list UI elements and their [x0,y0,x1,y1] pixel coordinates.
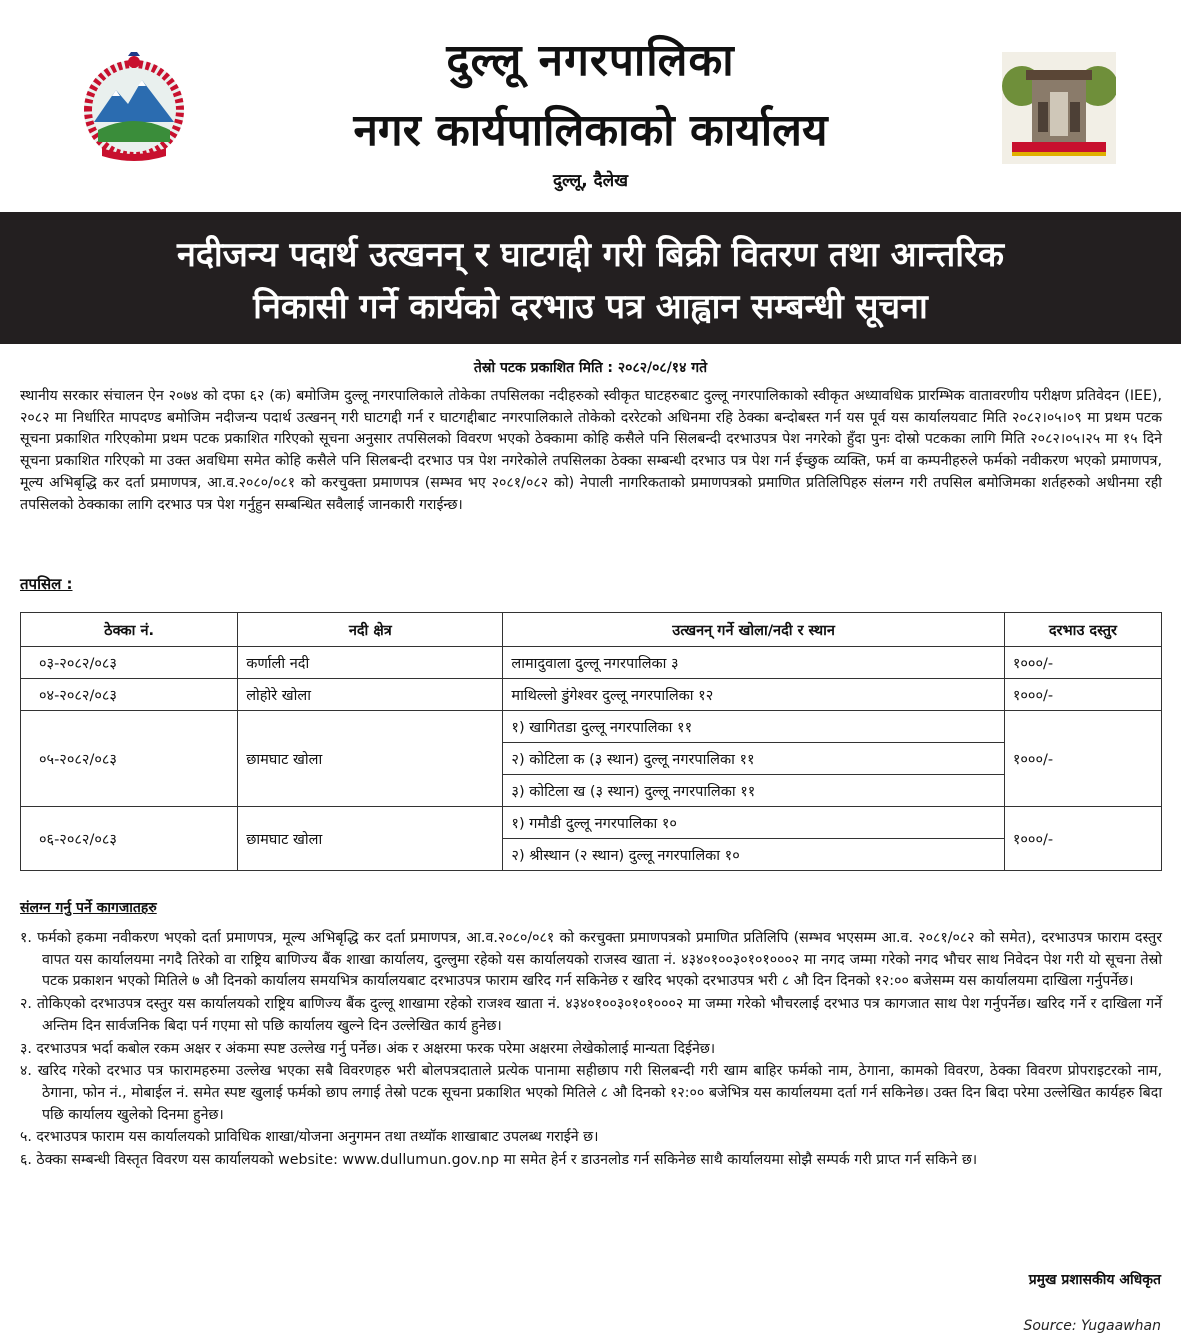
excavation-place: २) कोटिला क (३ स्थान) दुल्लू नगरपालिका ११ [503,743,1004,775]
government-emblem-icon [72,52,196,164]
requirements-list [20,928,1162,1173]
river-area: छामघाट खोला [238,711,503,807]
office-address: दुल्लू, दैलेख [552,171,629,191]
publication-date: तेस्रो पटक प्रकाशित मिति : २०८२/०८/१४ गते [473,360,708,376]
signer-title: प्रमुख प्रशासकीय अधिकृत [1028,1272,1161,1288]
source-credit: Source: Yugaawhan [1023,1318,1161,1334]
schedule-label: तपसिल : [20,575,73,593]
notice-title-line-1: नदीजन्य पदार्थ उत्खनन् र घाटगद्दी गरी बिक्री वितरण तथा आन्तरिक [176,235,1005,275]
contract-no: ०३-२०८२/०८३ [21,647,238,679]
river-area: लोहोरे खोला [238,679,503,711]
table-header-row [21,613,1162,647]
column-header-excavation-place: उत्खनन् गर्ने खोला/नदी र स्थान [503,613,1004,647]
intro-paragraph: स्थानीय सरकार संचालन ऐन २०७४ को दफा ६२ (क) बमोजिम दुल्लू नगरपालिकाले तोकेका तपसिलका नदीहरुको स्वीकृत घाटहरुबाट दुल्लू नगरपालिकाको स्वीकृत अध्यावधिक प्रारम्भिक वातावरणीय परीक्षण प्रतिवेदन (IEE), २०८२ मा निर्धारित मापदण्ड बमोजिम नदीजन्य पदार्थ उत्खनन् गरी घाटगद्दी गर्न र घाटगद्दीबाट नगरपालिकाले तोकेको दररेटको अधिनमा रहि ठेक्का बन्दोबस्त गर्न यस पूर्व यस कार्यालयवाट मिति २०८२।०५।०९ मा प्रथम पटक सूचना प्रकाशित गरिएकोमा प्रथम पटक प्रकाशित गरिएको सूचना अनुसार तपसिलको विवरण भएको ठेक्कामा कोहि कसैले पनि सिलबन्दी दरभाउपत्र पेश नगरेको हुँदा पुनः दोस्रो पटकका लागि मिति २०८२।०५।२५ मा १५ दिने सूचना प्रकाशित गरिएको मा उक्त अवधिमा समेत कोहि कसैले पनि सिलबन्दी दरभाउ पत्र पेश नगरेकोले तपसिलका ठेक्का सम्बन्धी दरभाउ पत्र पेश गर्न ईच्छुक व्यक्ति, फर्म वा कम्पनीहरुले फर्मको नवीकरण भएको प्रमाणपत्र, मूल्य अभिबृद्धि कर दर्ता प्रमाणपत्र, आ.व.२०८०/०८१ को करचुक्ता प्रमाणपत्र (सम्भव भए २०८१/०८२ को) नेपाली नागरिकताको प्रमाणपत्रको प्रमाणित प्रतिलिपिहरु संलग्न गरी तपसिल बमोजिमका शर्तहरुको अधीनमा रही तपसिलको ठेक्काका लागि दरभाउ पत्र पेश गर्नुहुन सम्बन्धित सवैलाई जानकारी गराईन्छ। [20,388,1162,513]
office-name: दुल्लू नगरपालिका [446,35,735,86]
contract-no: ०५-२०८२/०८३ [21,711,238,807]
requirement-item: २. तोकिएको दरभाउपत्र दस्तुर यस कार्यालयको राष्ट्रिय बाणिज्य बैंक दुल्लू शाखामा रहेको राजश्व खाता नं. ४३४०१००३०१०१०००२ मा जम्मा गरेको भौचरलाई दरभाउ पत्र कागजात साथ पेश गर्नुपर्नेछ। खरिद गर्ने र दाखिला गर्ने अन्तिम दिन सार्वजनिक बिदा पर्न गएमा सो पछि कार्यालय खुल्ने दिन उल्लेखित कार्य हुनेछ। [20,996,1162,1034]
notice-title-bar [0,212,1181,344]
table-row [21,711,1162,743]
excavation-place: २) श्रीस्थान (२ स्थान) दुल्लू नगरपालिका १० [503,839,1004,871]
table-row [21,679,1162,711]
excavation-place: १) गमौडी दुल्लू नगरपालिका १० [503,807,1004,839]
column-header-fee: दरभाउ दस्तुर [1004,613,1161,647]
temple-photo-icon [1002,52,1116,164]
river-area: कर्णाली नदी [238,647,503,679]
table-row [21,647,1162,679]
notice-header [0,0,1181,212]
fee: १०००/- [1004,647,1161,679]
river-area: छामघाट खोला [238,807,503,871]
attachments-label: संलग्न गर्नु पर्ने कागजातहरु [20,900,157,916]
requirement-item: १. फर्मको हकमा नवीकरण भएको दर्ता प्रमाणपत्र, मूल्य अभिबृद्धि कर दर्ता प्रमाणपत्र, आ.व.२०८०/०८१ को करचुक्ता प्रमाणपत्रको प्रमाणित प्रतिलिपि (सम्भव भएसम्म आ.व. २०८१/०८२ को समेत), दरभाउपत्र फाराम दस्तुर वापत यस कार्यालयमा नगदै तिरेको वा राष्ट्रिय बाणिज्य बैंक शाखा कार्यालय, दुल्लुमा रहेको यस कार्यालयको राजस्व खाता नं. ४३४०१००३०१०१०००२ मा नगद जम्मा गरेको नगद भौचर साथ निवेदन पेश गरी यो सूचना तेस्रो पटक प्रकाशन भएको मितिले ७ औ दिनको कार्यालय समयभित्र कार्यालयबाट दरभाउपत्र फाराम खरिद गर्न सकिनेछ र खरिद भएको दरभाउपत्र भरी ८ औ दिन दिनको १२:०० बजेसम्म यस कार्यालयमा दाखिला गर्नुपर्नेछ। [20,930,1162,990]
excavation-place: ३) कोटिला ख (३ स्थान) दुल्लू नगरपालिका ११ [503,775,1004,807]
fee: १०००/- [1004,679,1161,711]
excavation-place: माथिल्लो डुंगेश्वर दुल्लू नगरपालिका १२ [503,679,1004,711]
contract-no: ०४-२०८२/०८३ [21,679,238,711]
office-subtitle: नगर कार्यपालिकाको कार्यालय [353,105,828,156]
requirement-item: ४. खरिद गरेको दरभाउ पत्र फारामहरुमा उल्लेख भएका सबै विवरणहरु भरी बोलपत्रदाताले प्रत्येक पानामा सहीछाप गरी सिलबन्दी गरी खाम बाहिर फर्मको नाम, ठेगाना, कामको विवरण, ठेक्का विवरण प्रोपराइटरको नाम, ठेगाना, फोन नं., मोबाईल नं. समेत स्पष्ट खुलाई फर्मको छाप लगाई तेस्रो पटक सूचना प्रकाशित भएको मितिले ८ औ दिनको १२:०० बजेभित्र यस कार्यालयमा दर्ता गर्न सकिनेछ। उक्त दिन बिदा परेमा उल्लेखित कार्यहरु बिदा पछि कार्यालय खुलेको दिनमा हुनेछ। [20,1063,1162,1123]
requirement-item: ६. ठेक्का सम्बन्धी विस्तृत विवरण यस कार्यालयको website: www.dullumun.gov.np मा समेत हेर्न र डाउनलोड गर्न सकिनेछ साथै कार्यालयमा सोझै सम्पर्क गरी प्राप्त गर्न सकिने छ। [20,1152,978,1169]
excavation-place: १) खागितडा दुल्लू नगरपालिका ११ [503,711,1004,743]
column-header-river-area: नदी क्षेत्र [238,613,503,647]
contract-table [20,612,1162,871]
excavation-place: लामादुवाला दुल्लू नगरपालिका ३ [503,647,1004,679]
contract-no: ०६-२०८२/०८३ [21,807,238,871]
requirement-item: ३. दरभाउपत्र भर्दा कबोल रकम अक्षर र अंकमा स्पष्ट उल्लेख गर्नु पर्नेछ। अंक र अक्षरमा फरक परेमा अक्षरमा लेखेकोलाई मान्यता दिईनेछ। [20,1040,716,1057]
fee: १०००/- [1004,807,1161,871]
column-header-contract-no: ठेक्का नं. [21,613,238,647]
requirement-item: ५. दरभाउपत्र फाराम यस कार्यालयको प्राविधिक शाखा/योजना अनुगमन तथा तथ्यॉक शाखाबाट उपलब्ध गराईने छ। [20,1129,599,1146]
fee: १०००/- [1004,711,1161,807]
table-row [21,807,1162,839]
notice-title-line-2: निकासी गर्ने कार्यको दरभाउ पत्र आह्वान सम्बन्धी सूचना [253,287,928,327]
